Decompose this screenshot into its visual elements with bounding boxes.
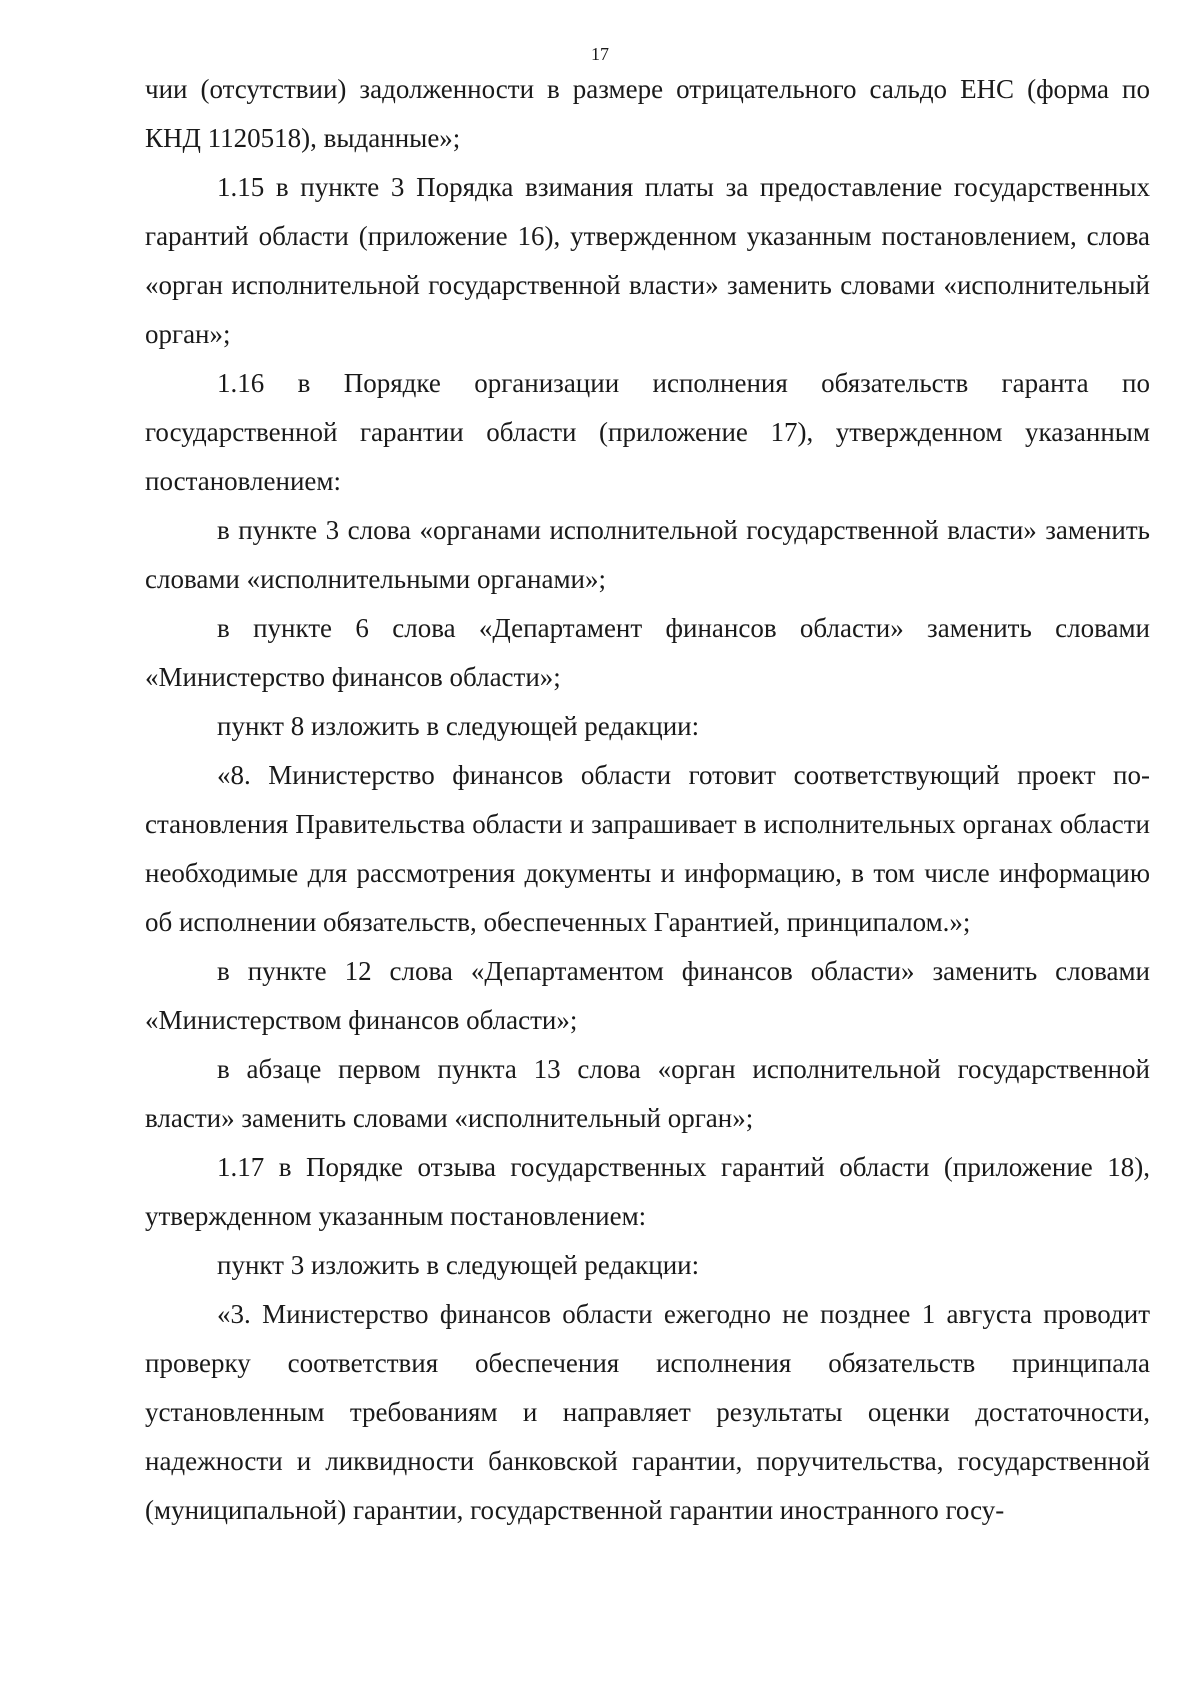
paragraph-item-1-16: 1.16 в Порядке организации исполнения обязательств гаранта по государственной гарантии области (приложение 17), утвержденном указанным постановлением: [145,368,1150,496]
paragraph-clause-12: в пункте 12 слова «Департаментом финансов области» заменить словами «Министерством финансов области»; [145,956,1150,1035]
page-number: 17 [591,44,609,64]
paragraph-clause-8-text: «8. Министерство финансов области готовит соответствующий проект постановления Правительства области и запрашивает в исполнительных органах области необходимые для рассмотрения документы и информацию, в том числе информацию об исполнении обязательств, обеспеченных Гарантией, принципалом.»; [145,760,1150,937]
document-body [145,65,1150,1535]
paragraph-item-1-15: 1.15 в пункте 3 Порядка взимания платы за предоставление государственных гарантий области (приложение 16), утвержденном указанным постановлением, слова «орган исполнительной государственной власти» заменить словами «исполнительный орган»; [145,172,1150,349]
paragraph-clause-3-text: «3. Министерство финансов области ежегодно не позднее 1 августа проводит проверку соответствия обеспечения исполнения обязательств принципала установленным требованиям и направляет результаты оценки достаточности, надежности и ликвидности банковской гарантии, поручительства, государственной (муниципальной) гарантии, государственной гарантии иностранного госу- [145,1299,1150,1525]
paragraph-clause-3-intro: пункт 3 изложить в следующей редакции: [217,1250,700,1280]
paragraph-clause-6: в пункте 6 слова «Департамент финансов области» заменить словами «Министерство финансов области»; [145,613,1150,692]
paragraph-clause-13: в абзаце первом пункта 13 слова «орган исполнительной государственной власти» заменить словами «исполнительный орган»; [145,1054,1150,1133]
paragraph-clause-3: в пункте 3 слова «органами исполнительной государственной власти» заменить словами «исполнительными органами»; [145,515,1150,594]
paragraph-continuation: чии (отсутствии) задолженности в размере отрицательного сальдо ЕНС (форма по КНД 1120518), выданные»; [145,74,1150,153]
paragraph-clause-8-intro: пункт 8 изложить в следующей редакции: [217,711,700,741]
paragraph-item-1-17: 1.17 в Порядке отзыва государственных гарантий области (приложение 18), утвержденном указанным постановлением: [145,1152,1150,1231]
